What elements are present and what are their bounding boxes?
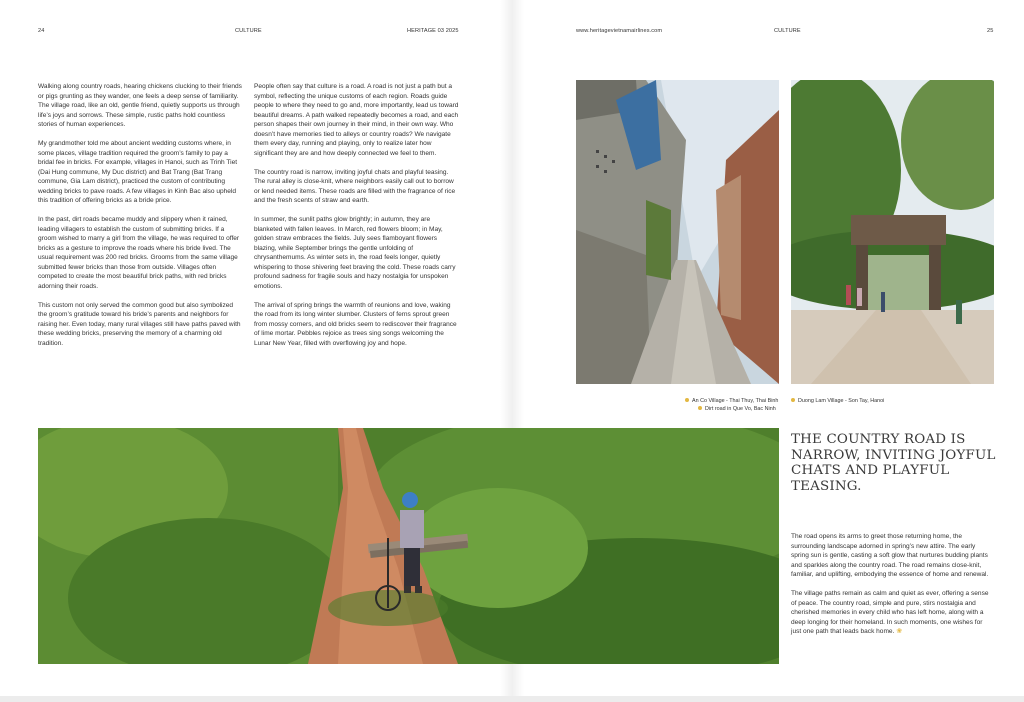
village-gate-photo (791, 80, 994, 384)
caption-bullet-icon (685, 398, 689, 402)
left-page-number: 24 (38, 28, 45, 34)
paragraph: The arrival of spring brings the warmth of reunions and love, waking the road from its long winter slumber. Clusters of ferns sprout green from mossy corners, and old bricks seem to rediscover their fragrance of lime mortar. Pebbles rejoice as trees sing songs welcoming the Lunar New Year, filled with overflowing joy and hope. (254, 301, 457, 347)
paragraph: In the past, dirt roads became muddy and slippery when it rained, leading villagers to establish the custom of submitting bricks. If a groom wished to marry a girl from the village, he was required to offer bricks as a gesture to improve the roads where his bride lived. The usual requirement was 200 red bricks. Grooms from the same village submitted fewer bricks than those from outside. Villages often competed to create the most beautiful brick paths, with red bricks adorning their roads. (38, 216, 240, 290)
paragraph: The country road is narrow, inviting joyful chats and playful teasing. The rural alley is close-knit, where neighbors easily call out to borrow or lend needed items. These roads are filled with the fragrance of rice and the fresh scents of straw and earth. (254, 168, 456, 204)
right-section-label: CULTURE (774, 28, 801, 34)
paragraph: My grandmother told me about ancient wedding customs where, in some places, village tradition required the groom’s family to pay a bridal fee in bricks. For example, villages in Hanoi, such as Trinh Tiet (Dai Hung commune, My Duc district) and Bat Trang (Bat Trang commune, Gia Lam district), practiced the custom of contributing wedding bricks to pave roads. A few villages in Kinh Bac also upheld this tradition of offering bricks as a bride price. (38, 140, 238, 204)
paragraph: The road opens its arms to greet those returning home, the surrounding landscape adorned in spring’s new attire. The early spring sun is gentle, casting a soft glow that nurtures budding plants and sparkles along the country road. The road remains close-knit, familiar, and uplifting, embodying the essence of home and renewal. (791, 533, 989, 578)
dirt-road-photo (38, 428, 779, 664)
paragraph: This custom not only served the common good but also symbolized the groom’s gratitude toward his bride’s parents and neighbors for raising her. Even today, many rural villages still have paths paved with these wedding bricks, preserving the memory of a charming old tradition. (38, 301, 241, 347)
paragraph: In summer, the sunlit paths glow brightly; in autumn, they are blanketed with fallen leaves. In March, red flowers bloom; in May, golden straw embraces the fields. July sees flamboyant flowers blazing, while September brings the gentle unfolding of chrysanthemums. As winter sets in, the road feels longer, quietly whispering to those shivering feet braving the cold. These roads carry profound sadness for fragile souls and hazy nostalgia for unspoken emotions. (254, 216, 456, 290)
caption-bullet-icon (791, 398, 795, 402)
article-column-2 (254, 82, 459, 358)
pull-quote: THE COUNTRY ROAD IS NARROW, INVITING JOYFUL CHATS AND PLAYFUL TEASING. (791, 432, 996, 494)
side-column (791, 532, 994, 646)
issue-label: HERITAGE 03 2025 (407, 28, 459, 34)
lotus-end-mark-icon: ❀ (896, 628, 903, 635)
alley-photo (576, 80, 779, 384)
right-page-number: 25 (987, 28, 994, 34)
paragraph: Walking along country roads, hearing chickens clucking to their friends or pigs grunting as they wander, one feels a deep sense of familiarity. The village road, like an old, gentle friend, quietly supports us through life’s joys and sorrows. These simple, rustic paths hold countless stories of human experiences. (38, 83, 242, 128)
paragraph: People often say that culture is a road. A road is not just a path but a symbol, reflecting the unique customs of each region. Roads guide people to where they need to go and, more importantly, lead us toward beautiful dreams. A path walked repeatedly becomes a road, and each person shapes their own journey in their mind, in their own way. Who doesn’t have memories tied to alleys or country roads? We navigate them every day, running and playing, only to realize later how significant they are and how deeply connected we feel to them. (254, 83, 459, 157)
article-column-1 (38, 82, 243, 358)
website-link[interactable]: www.heritagevietnamairlines.com (576, 28, 663, 34)
paragraph-final: The village paths remain as calm and quiet as ever, offering a sense of peace. The country road, simple and pure, stirs nostalgia and cherished memories in every child who has left home, along with a deep longing for their homeland. In such moments, one wishes for just one path that leads back home. ❀ (791, 590, 989, 635)
photo-caption-1: An Co Village - Thai Thuy, Thai Binh (685, 397, 778, 405)
photo-caption-2: Duong Lam Village - Son Tay, Hanoi (791, 397, 884, 405)
photo-caption-1b: Dirt road in Que Vo, Bac Ninh (698, 405, 776, 413)
caption-bullet-icon (698, 406, 702, 410)
left-section-label: CULTURE (235, 28, 262, 34)
page-bottom-edge (0, 696, 1024, 702)
